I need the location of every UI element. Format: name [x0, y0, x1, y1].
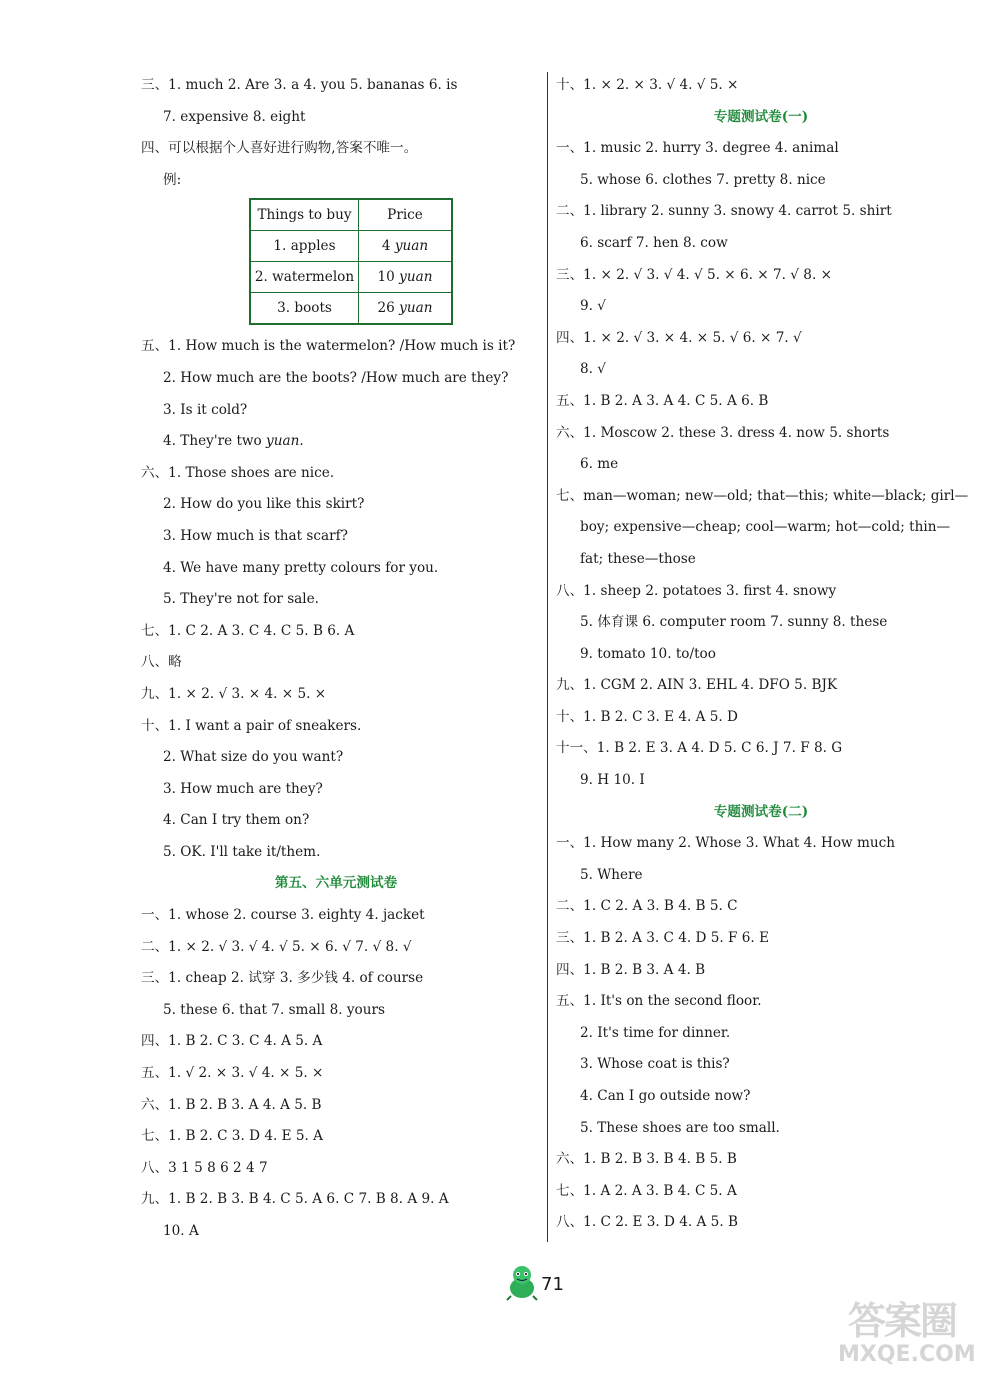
left-column — [141, 70, 531, 1248]
answer-line: 三、1. × 2. √ 3. √ 4. √ 5. × 6. × 7. √ 8. × — [556, 266, 832, 283]
answer-line: 2. What size do you want? — [163, 749, 344, 766]
answer-line: 4. Can I try them on? — [163, 812, 310, 829]
answer-line: 一、1. music 2. hurry 3. degree 4. animal — [556, 140, 839, 157]
answer-line: 9. tomato 10. to/too — [580, 645, 716, 662]
answer-line: 9. H 10. I — [580, 772, 645, 789]
answer-line: 9. √ — [580, 298, 606, 315]
section-heading: 专题测试卷(二) — [713, 803, 809, 820]
page-footer — [505, 1262, 625, 1302]
answer-line: 八、1. C 2. E 3. D 4. A 5. B — [556, 1214, 738, 1231]
watermark-text: MXQE.COM — [838, 1342, 976, 1367]
answer-line: 例: — [163, 171, 182, 188]
watermark-text: 答案圈 — [848, 1299, 957, 1343]
answer-line: 十一、1. B 2. E 3. A 4. D 5. C 6. J 7. F 8. G — [556, 740, 843, 757]
answer-line: 七、1. B 2. C 3. D 4. E 5. A — [141, 1128, 323, 1145]
answer-line: 4. We have many pretty colours for you. — [163, 559, 439, 576]
right-column — [556, 70, 969, 1239]
answer-line: 八、略 — [141, 654, 182, 671]
answer-line: 九、1. CGM 2. AIN 3. EHL 4. DFO 5. BJK — [556, 677, 838, 694]
answer-line: 4. Can I go outside now? — [580, 1088, 751, 1104]
answer-line: 五、1. B 2. A 3. A 4. C 5. A 6. B — [556, 392, 769, 409]
price-table — [249, 198, 453, 325]
answer-line: 十、1. B 2. C 3. E 4. A 5. D — [556, 708, 738, 725]
table-cell: 3. boots — [250, 293, 359, 325]
answer-line: 8. √ — [580, 361, 606, 378]
table-cell: 1. apples — [250, 231, 359, 262]
answer-line: 5. OK. I'll take it/them. — [163, 843, 321, 860]
answer-line: 5. Where — [580, 866, 643, 883]
answer-line: 三、1. much 2. Are 3. a 4. you 5. bananas 6. is — [141, 77, 458, 93]
price-number: 26 — [377, 300, 395, 317]
column-divider — [547, 72, 548, 1242]
answer-line: 七、1. C 2. A 3. C 4. C 5. B 6. A — [141, 622, 355, 639]
table-cell — [359, 231, 453, 262]
answer-line: 五、1. √ 2. × 3. √ 4. × 5. × — [141, 1065, 324, 1082]
answer-line: 一、1. How many 2. Whose 3. What 4. How much — [556, 835, 895, 852]
answer-line: 3. Is it cold? — [163, 401, 248, 418]
answer-line: 5. these 6. that 7. small 8. yours — [163, 1001, 385, 1018]
answer-line: 3. Whose coat is this? — [580, 1056, 730, 1073]
answer-line: 10. A — [163, 1223, 199, 1239]
answer-line: 5. 体育课 6. computer room 7. sunny 8. these — [580, 614, 888, 631]
price-number: 10 — [377, 269, 395, 286]
table-cell: 2. watermelon — [250, 262, 359, 293]
table-cell — [359, 293, 453, 325]
answer-line: fat; these—those — [580, 550, 696, 567]
price-unit: yuan — [399, 300, 433, 317]
answer-line: 十、1. I want a pair of sneakers. — [141, 717, 362, 734]
price-unit: yuan — [394, 238, 429, 255]
price-number: 4 — [381, 238, 391, 255]
answer-line: 九、1. B 2. B 3. B 4. C 5. A 6. C 7. B 8. A 9. A — [141, 1191, 449, 1208]
answer-line: 六、1. B 2. B 3. B 4. B 5. B — [556, 1151, 737, 1168]
answer-line: 7. expensive 8. eight — [163, 108, 306, 125]
answer-line: 四、1. B 2. B 3. A 4. B — [556, 961, 706, 978]
answer-line: 六、1. Moscow 2. these 3. dress 4. now 5. shorts — [556, 424, 890, 441]
answer-line: 七、1. A 2. A 3. B 4. C 5. A — [556, 1182, 737, 1199]
answer-line: 六、1. Those shoes are nice. — [141, 464, 335, 481]
answer-line: 五、1. How much is the watermelon? /How much is it? — [141, 338, 516, 355]
answer-line: 2. How do you like this skirt? — [163, 496, 365, 513]
price-unit: yuan — [399, 269, 433, 286]
answer-line: 三、1. cheap 2. 试穿 3. 多少钱 4. of course — [141, 970, 424, 987]
answer-line: 九、1. × 2. √ 3. × 4. × 5. × — [141, 685, 327, 702]
answer-line: 二、1. library 2. sunny 3. snowy 4. carrot 5. shirt — [556, 203, 892, 220]
watermark-logo — [838, 1290, 998, 1380]
answer-line: 八、1. sheep 2. potatoes 3. first 4. snowy — [556, 582, 837, 599]
answer-line: 5. whose 6. clothes 7. pretty 8. nice — [580, 171, 826, 188]
section-heading: 第五、六单元测试卷 — [274, 875, 398, 892]
table-header: Price — [359, 199, 453, 231]
table-header: Things to buy — [250, 199, 359, 231]
answer-line: 六、1. B 2. B 3. A 4. A 5. B — [141, 1096, 322, 1113]
answer-line: 2. How much are the boots? /How much are they? — [163, 369, 509, 386]
table-row — [250, 231, 452, 262]
answer-line: 八、3 1 5 8 6 2 4 7 — [141, 1159, 268, 1176]
answer-line: 二、1. × 2. √ 3. √ 4. √ 5. × 6. √ 7. √ 8. √ — [141, 938, 412, 955]
answer-line: 6. me — [580, 456, 619, 473]
table-row — [250, 293, 452, 325]
section-heading: 专题测试卷(一) — [713, 108, 809, 125]
answer-line: 五、1. It's on the second floor. — [556, 993, 762, 1010]
answer-line: 七、man—woman; new—old; that—this; white—black; girl— — [556, 487, 969, 504]
answer-line: boy; expensive—cheap; cool—warm; hot—cold; thin— — [580, 519, 951, 536]
answer-line: 5. They're not for sale. — [163, 591, 319, 608]
answer-line: 四、1. × 2. √ 3. × 4. × 5. √ 6. × 7. √ — [556, 329, 802, 346]
answer-line: 3. How much is that scarf? — [163, 527, 348, 544]
answer-text: . — [299, 433, 304, 450]
answer-line: 二、1. C 2. A 3. B 4. B 5. C — [556, 898, 738, 915]
answer-line: 6. scarf 7. hen 8. cow — [580, 234, 728, 251]
answer-line: 三、1. B 2. A 3. C 4. D 5. F 6. E — [556, 930, 769, 947]
answer-line: 一、1. whose 2. course 3. eighty 4. jacket — [141, 907, 425, 924]
answer-text: 4. They're two — [163, 433, 267, 450]
page-number: 71 — [541, 1274, 564, 1295]
mascot-icon — [505, 1262, 539, 1302]
table-cell — [359, 262, 453, 293]
answer-line: 3. How much are they? — [163, 780, 323, 797]
table-row — [250, 262, 452, 293]
answer-line: 5. These shoes are too small. — [580, 1119, 780, 1136]
answer-line: 十、1. × 2. × 3. √ 4. √ 5. × — [556, 77, 739, 93]
answer-line: 2. It's time for dinner. — [580, 1024, 731, 1041]
answer-line — [141, 426, 531, 458]
answer-text-italic: yuan — [266, 433, 300, 450]
answer-line: 四、1. B 2. C 3. C 4. A 5. A — [141, 1033, 323, 1050]
answer-line: 四、可以根据个人喜好进行购物,答案不唯一。 — [141, 140, 418, 157]
